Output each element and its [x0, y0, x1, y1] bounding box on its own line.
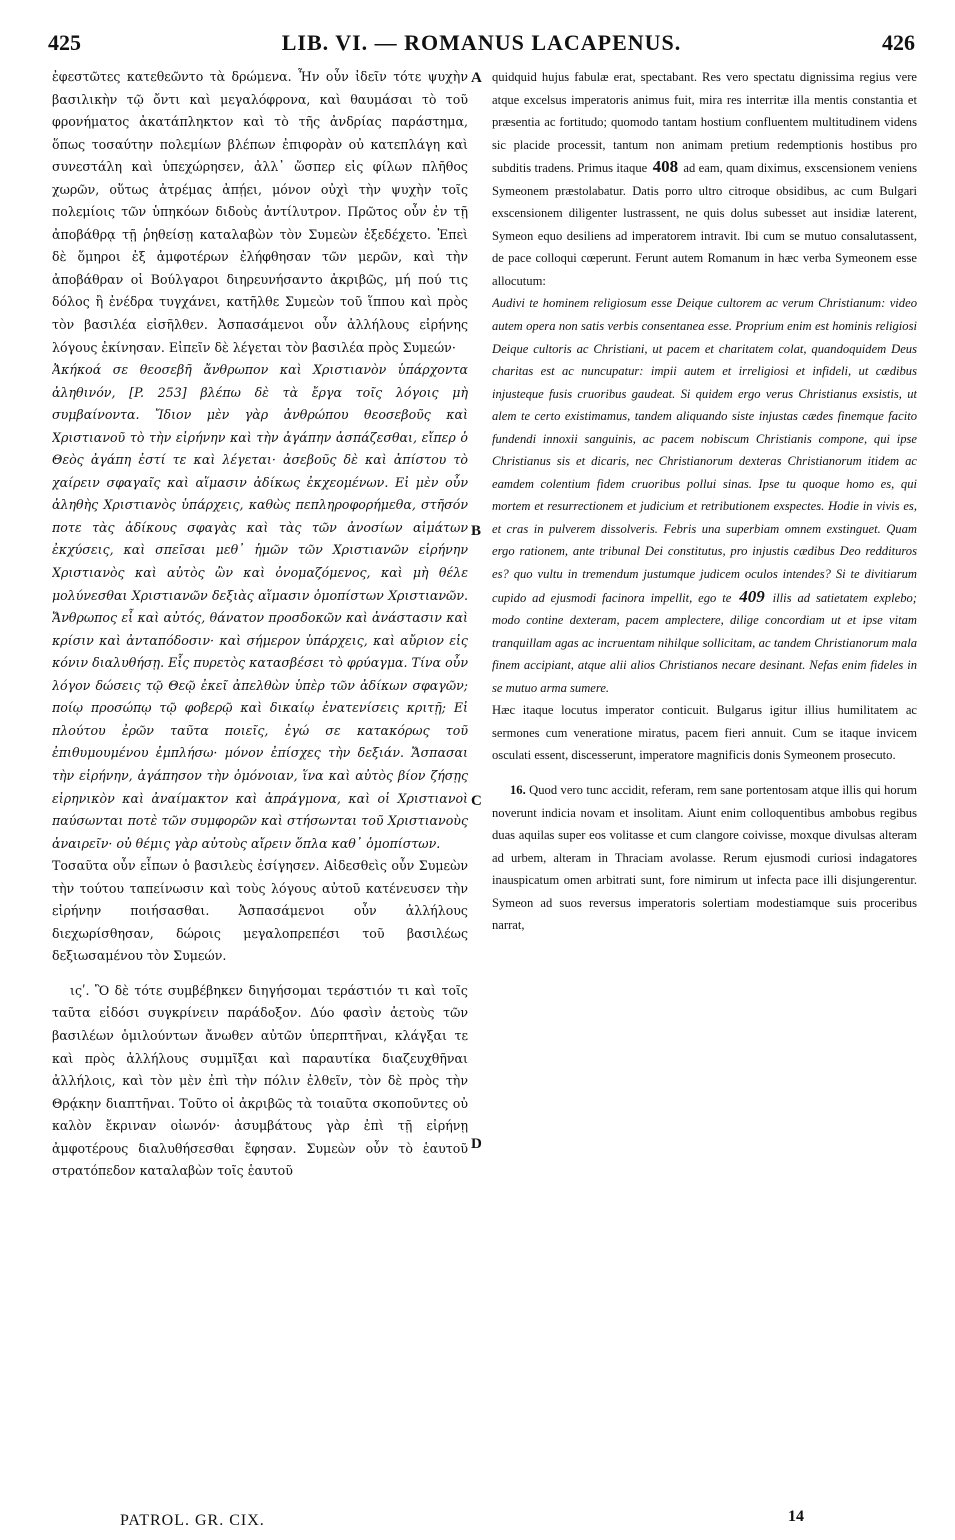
latin-section-16-text: Quod vero tunc accidit, referam, rem sane portentosam atque illis qui horum noverunt indicia novam et insolitam. Aiunt enim colloquentibus ambobus regibus duas aquilas super eos volitasse et cum clangore coivisse, moxque divulsas alteram ad urbem, alteram in Thraciam avolasse. Rerum ejusmodi curiosi indagatores inauspicatum omen arbitrati sunt, fore nimirum ut infecta pace illi disjungerentur. Symeon ad suos reversus imperatoris solertiam modestiamque suis proceribus narrat,	[492, 782, 917, 933]
margin-marker-c: C	[471, 793, 482, 809]
latin-section-16	[492, 779, 917, 937]
column-number-badge: 408	[652, 157, 679, 177]
latin-speech-a: Audivi te hominem religiosum esse Deique cultorem ac verum Christianum: video autem opera non satis verbis consentanea esse. Proprium enim est hominis religiosi Deique cultoris ac Christiani, ut pacem et charitatem colat, quandoquidem Deus charitas est ac nuncupatur: impii autem et irreligiosi et infideli, ut cædibus injusteque fusis cruoribus gaudeat. Si quidem ergo verus Christianus exsistis, ut alem te certo existimamus, tandem aliquando siste injustas cædes finemque facito fundendi innoxii sanguinis, ac pacem nobiscum Christianis compone, qui ipse Christianus sis et dicaris, nec Christianorum dexteras Christianorum itidem ac eamdem colentium fidem cruoribus pollui sinas. Ipse tu quoque homo es, qui mortem et resurrectionem et judicium et retributionem exspectes. Hodie in vivis es, et cras in pulverem dissolveris. Febris una superbiam omnem exstinguet. Quam ergo rationem, ante tribunal Dei constitutus, pro injustis cædibus Deo reddituros es? quo vultu in tremendum justumque judicem oculos intendes? Si te divitiarum cupido ad ejusmodi facinora impellit, ego te	[492, 296, 917, 605]
margin-marker-d: D	[471, 1136, 482, 1152]
footer-gathering-number: 14	[788, 1508, 804, 1525]
greek-speech: Ἀκήκοά σε θεοσεβῆ ἄνθρωπον καὶ Χριστιανὸν ὑπάρχοντα ἀληθινόν, [P. 253] βλέπω δὲ τὰ ἔργα τοῖς λόγοις μὴ συμβαίνοντα. Ἴδιον μὲν γὰρ ἀνθρώπου θεοσεβοῦς καὶ Χριστιανοῦ τὸ τὴν εἰρήνην καὶ τὴν ἀγάπην ἀσπάζεσθαι, εἴπερ ὁ Θεὸς ἀγάπη ἐστί τε καὶ λέγεται· ἀσεβοῦς δὲ καὶ ἀπίστου τὸ χαίρειν σφαγαῖς καὶ αἵμασιν ἀδίκως ἐκχεομένων. Εἰ μὲν οὖν ἀληθὴς Χριστιανὸς ὑπάρχεις, καθὼς πεπληροφορήμεθα, στῆσόν ποτε τὰς ἀδίκους σφαγὰς καὶ τὰς τῶν ἀνοσίων αἱμάτων ἐκχύσεις, καὶ σπεῖσαι μεθ᾽ ἡμῶν τῶν Χριστιανῶν εἰρήνην Χριστιανὸς καὶ αὐτὸς ὢν καὶ ὀνομαζόμενος, καὶ μὴ θέλε μολύνεσθαι Χριστιανῶν δεξιὰς αἵμασιν ὁμοπίστων Χριστιανῶν. Ἄνθρωπος εἶ καὶ αὐτός, θάνατον προσδοκῶν καὶ ἀνάστασιν καὶ κρίσιν καὶ ἀνταπόδοσιν· καὶ σήμερον ὑπάρχεις, καὶ αὔριον εἰς κόνιν διαλυθήσῃ. Εἷς πυρετὸς κατασβέσει τὸ φρύαγμα. Τίνα οὖν λόγον δώσεις τῷ Θεῷ ἐκεῖ ἀπελθὼν ὑπὲρ τῶν ἀδίκων σφαγῶν; ποίῳ προσώπῳ τῷ φοβερῷ καὶ δικαίῳ ἐνατενίσεις κριτῇ; Εἰ πλούτου ἐρῶν ταῦτα ποιεῖς, ἐγώ σε κατακόρως τοῦ ἐπιθυμουμένου ἐμπλήσω· μόνον ἐπίσχες τὴν δεξιάν. Ἄσπασαι τὴν εἰρήνην, ἀγάπησον τὴν ὁμόνοιαν, ἵνα καὶ αὐτὸς βίον ζήσῃς εἰρηνικὸν καὶ ἀναίμακτον καὶ ἀπράγμονα, καὶ οἱ Χριστιανοὶ παύσωνται ποτὲ τῶν συμφορῶν καὶ στήσωνται τοῦ Χριστιανοὺς ἀναιρεῖν· οὐ θέμις γὰρ αὐτοὺς αἴρειν ὅπλα καθ᾽ ὁμοπίστων.	[52, 362, 468, 851]
margin-marker-a: A	[471, 70, 482, 86]
footer-signature: PATROL. GR. CIX.	[120, 1512, 265, 1529]
page-number-right: 426	[882, 30, 915, 55]
latin-paragraph-1a: quidquid hujus fabulæ erat, spectabant. Res vero spectatu dignissima regius vere atque excelsus imperatoris animus fuit, mira res interritæ illa mentis constantia et præsentia ac fortitudo; quomodo tantam hostium confluentem multitudinem videns sic placide processit, tantum non animam pretium redemptionis hostibus pro subditis tradens. Primus itaque	[492, 70, 917, 176]
running-header	[48, 30, 915, 66]
running-title: LIB. VI. — ROMANUS LACAPENUS.	[281, 30, 682, 55]
greek-paragraph-3: Τοσαῦτα οὖν εἶπων ὁ βασιλεὺς ἐσίγησεν. Αἰδεσθεὶς οὖν Συμεὼν τὴν τούτου ταπείνωσιν καὶ τοὺς λόγους αὐτοῦ κατένευσεν τὴν εἰρήνην ποιήσασθαι. Ἀσπασάμενοι οὖν ἀλλήλους διεχωρίσθησαν, δώροις μεγαλοπρεπέσι τοῦ βασιλέως δεξιωσαμένου τὸν Συμεών.	[52, 858, 468, 964]
greek-section-16: ιςʹ. Ὃ δὲ τότε συμβέβηκεν διηγήσομαι τεράστιόν τι καὶ τοῖς ταῦτα εἰδόσι συγκρίνειν παράδοξον. Δύο φασὶν ἀετοὺς τῶν βασιλέων ὁμιλούντων ἄνωθεν αὐτῶν ὑπερπτῆναι, κλάγξαι τε καὶ πρὸς ἀλλήλους συμμῖξαι καὶ παραυτίκα διαζευχθῆναι ἀλλήλοις, καὶ τὸν μὲν ἐπὶ τὴν πόλιν ἐλθεῖν, τὸν δὲ πρὸς τὴν Θρᾴκην διαπτῆναι. Τοῦτο οἱ ἀκριβῶς τὰ τοιαῦτα σκοποῦντες οὐ καλὸν ἔκριναν οἰωνόν· ἀσυμβάτους γὰρ ἐπὶ τῇ εἰρήνῃ ἀμφοτέρους διαλυθήσεσθαι ἔφησαν. Συμεὼν οὖν τὸ ἑαυτοῦ στρατόπεδον καταλαβὼν τοῖς ἑαυτοῦ	[52, 982, 468, 1179]
latin-speech	[492, 292, 917, 699]
section-number: 16.	[510, 782, 526, 797]
latin-paragraph-1	[492, 66, 917, 292]
greek-column	[52, 66, 468, 1506]
latin-paragraph-3: Hæc itaque locutus imperator conticuit. Bulgarus igitur illius humilitatem ac sermones cum veneratione miratus, pacem fieri annuit. Cum se itaque invicem osculati essent, discesserunt, imperatore magnificis donis Symeonem prosecuto.	[492, 703, 917, 763]
latin-column	[492, 66, 917, 1506]
latin-paragraph-1b: ad eam, quam diximus, exscensionem veniens Symeonem præstolabatur. Datis porro ultro citroque obsidibus, ac cum Bulgari exscensionem diligenter lustrassent, ne quis dolus subesset aut insidiæ laterent, Symeon equo desiliens ad imperatorem intravit. Ibi cum se mutuo consalutassent, de pace colloqui cœperunt. Ferunt autem Romanum in hæc verba Symeonem esse allocutum:	[492, 161, 917, 288]
greek-paragraph-1: ἐφεστῶτες κατεθεῶντο τὰ δρώμενα. Ἦν οὖν ἰδεῖν τότε ψυχὴν βασιλικὴν τῷ ὄντι καὶ μεγαλόφρονα, καὶ θαυμάσαι τὸ τοῦ φρονήματος ἀκατάπληκτον καὶ τὸ τῆς ἀνδρίας παράστημα, ὅπως τοσαύτην πολεμίων βλέπων ἐπιφορὰν οὐ κατεπλάγη καὶ συνεστάλη καὶ ὑπεχώρησεν, ἀλλ᾽ ὥσπερ εἰς φίλων πλῆθος χωρῶν, οὕτως ἀτρέμας ἀπῄει, μόνον οὐχὶ τὴν ψυχὴν τοῖς πολεμίοις τῶν ὑπηκόων διδοὺς ἀντίλυτρον. Πρῶτος οὖν ἐν τῇ ἀποβάθρᾳ τῇ ῥηθείσῃ καταλαβὼν τὸν Συμεὼν ἐξεδέχετο. Ἐπεὶ δὲ ὅμηροι ἐξ ἀμφοτέρων ἐλήφθησαν τῶν μερῶν, καὶ τὴν ἀποβάθραν οἱ Βούλγαροι διηρευνήσαντο ἀκριβῶς, μή πού τις δόλος ἢ ἐνέδρα τυγχάνει, κατῆλθε Συμεὼν τοῦ ἵππου καὶ πρὸς τὸν βασιλέα εἰσῆλθεν. Ἀσπασάμενοι οὖν ἀλλήλους εἰρήνης λόγους ἐκίνησαν. Εἰπεῖν δὲ λέγεται τὸν βασιλέα πρὸς Συμεών·	[52, 69, 468, 355]
page-number-left: 425	[48, 30, 81, 55]
column-number-badge: 409	[739, 586, 765, 606]
margin-marker-b: B	[471, 523, 482, 539]
latin-speech-b: illis ad satietatem explebo; modo contine dexteram, pacem amplectere, dilige concordiam ut et ipse vitam tranquillam agas ac incruentam nihilque sollicitam, ac tandem Christianorum mala finem accipiant, atque alii alios Christianos necare desinant. Nefas enim fideles in se mutuo arma sumere.	[492, 590, 917, 695]
